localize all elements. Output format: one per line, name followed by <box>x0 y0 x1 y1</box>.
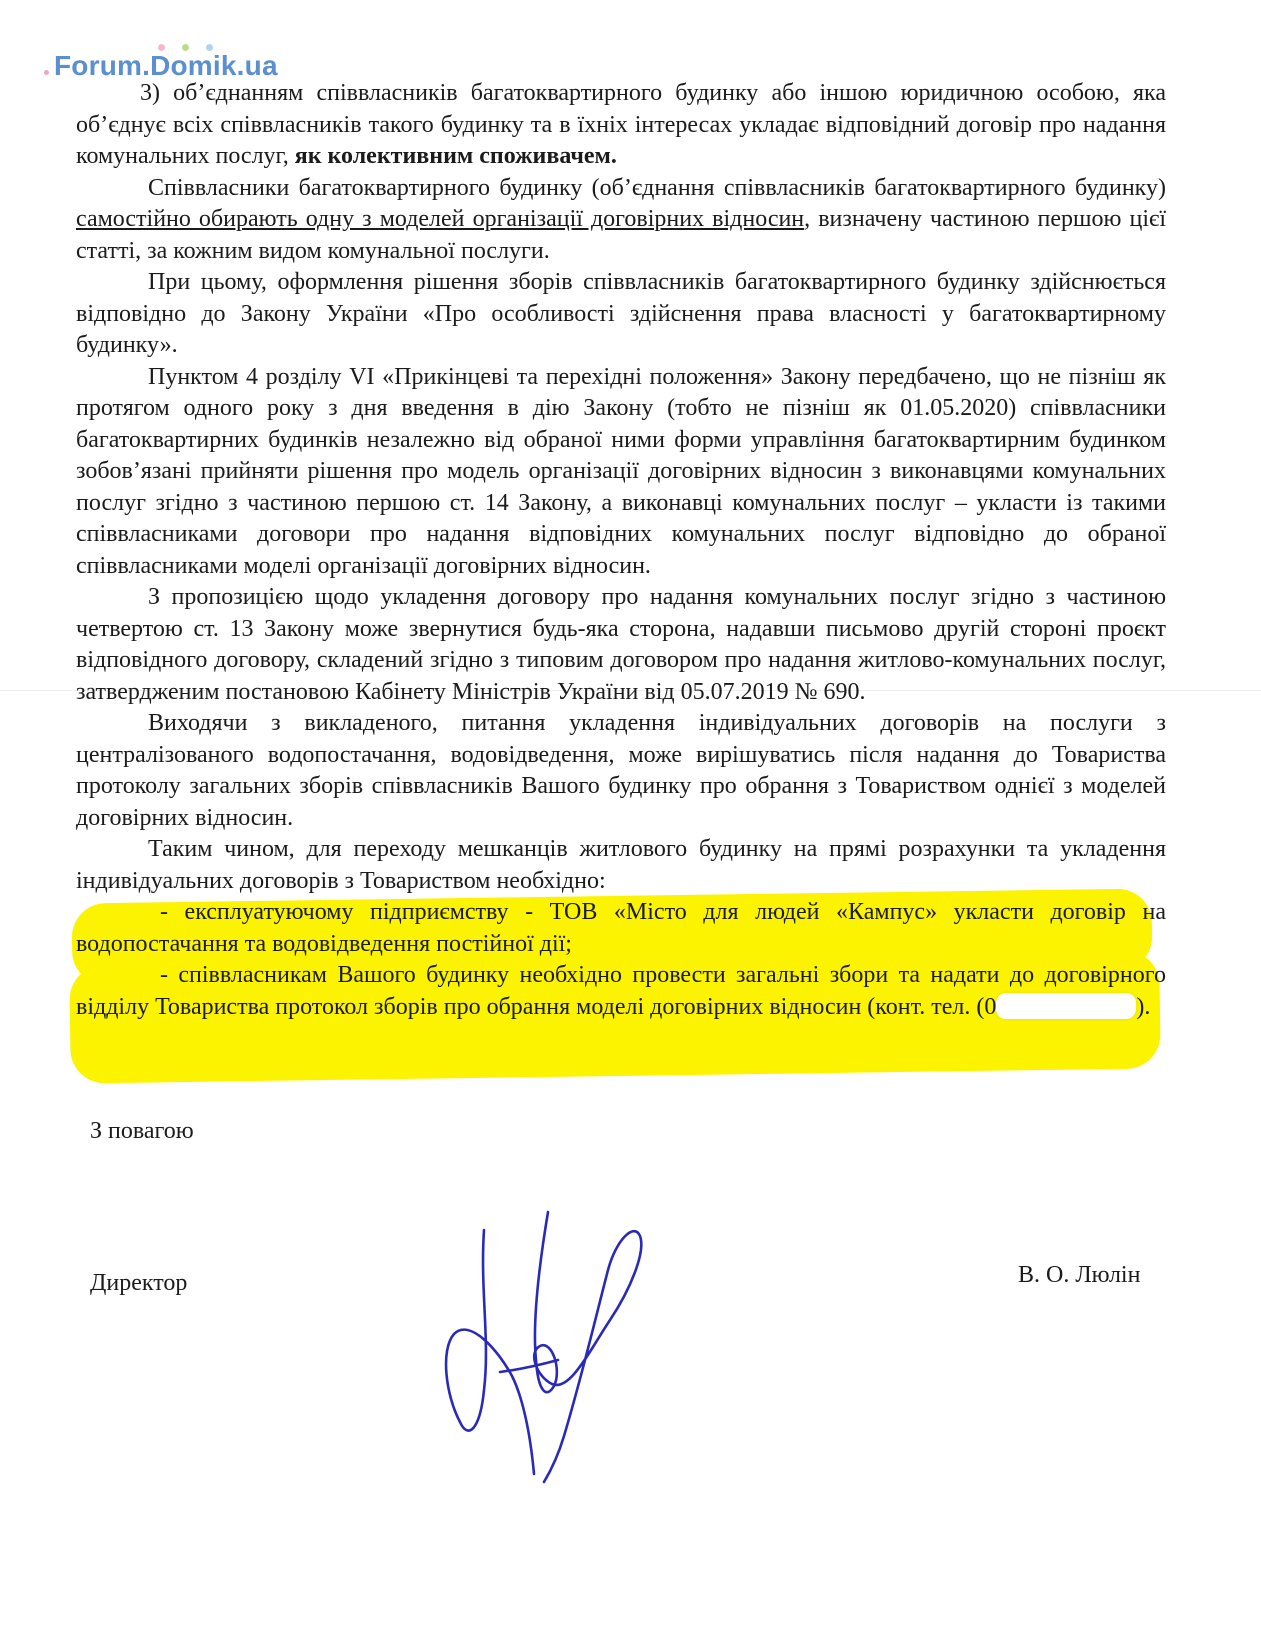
paragraph-9-text: - співвласникам Вашого будинку необхідно провести загальні збори та надати до договірного відділу Товариства протокол зборів про обрання моделі договірних відносин (конт. тел. (0 <box>76 962 1166 1020</box>
paragraph-2-underlined: самостійно обирають одну з моделей організації договірних відносин <box>76 206 805 232</box>
paragraph-8-highlighted: - експлуатуючому підприємству - ТОВ «Місто для людей «Кампус» укласти договір на водопостачання та водовідведення постійної дії; <box>76 899 1166 957</box>
paragraph-2-text-c: , визначену частиною першою цієї статті, за кожним видом комунальної послуги. <box>76 206 1167 264</box>
signatory-name: В. О. Люлін <box>1018 1262 1141 1288</box>
paragraph-2-text-a: Співвласники багатоквартирного будинку (об’єднання співвласників багатоквартирного будинку) <box>148 174 1166 201</box>
letter-body <box>76 78 1166 1023</box>
paragraph-6: Виходячи з викладеного, питання укладення індивідуальних договорів на послуги з централізованого водопостачання, водовідведення, може вирішуватись після надання до Товариства протоколу загальних зборів співвласників Вашого будинку про обрання з Товариством однієї з моделей договірних відносин. <box>76 710 1166 831</box>
closing-phrase: З повагою <box>90 1118 194 1144</box>
watermark-logo: Forum.Domik.ua <box>54 50 278 81</box>
paragraph-9-end: ). <box>1136 993 1151 1020</box>
paragraph-3: При цьому, оформлення рішення зборів співвласників багатоквартирного будинку здійснюється відповідно до Закону України «Про особливості здійснення права власності у багатоквартирному будинку». <box>76 269 1166 358</box>
redacted-phone <box>996 993 1136 1019</box>
paragraph-9-highlighted <box>76 960 1166 1023</box>
watermark-dot <box>44 70 49 75</box>
paragraph-1-bold: як колективним споживачем. <box>294 143 617 169</box>
handwritten-signature <box>440 1200 680 1500</box>
paragraph-2 <box>76 173 1166 268</box>
paragraph-7: Таким чином, для переходу мешканців житлового будинку на прямі розрахунки та укладення індивідуальних договорів з Товариством необхідно: <box>76 836 1166 894</box>
paragraph-1-text: 3) об’єднанням співвласників багатоквартирного будинку або іншою юридичною особою, яка об’єднує всіх співвласників такого будинку та в їхніх інтересах укладає відповідний договір про надання комунальних послуг, <box>76 80 1166 169</box>
signatory-title: Директор <box>90 1270 188 1296</box>
paragraph-1 <box>76 78 1166 173</box>
paragraph-4: Пунктом 4 розділу VI «Прикінцеві та перехідні положення» Закону передбачено, що не пізніш як протягом одного року з дня введення в дію Закону (тобто не пізніш як 01.05.2020) співвласники багатоквартирних будинків незалежно від обраної ними форми управління багатоквартирним будинком зобов’язані прийняти рішення про модель організації договірних відносин з виконавцями комунальних послуг згідно з частиною першою ст. 14 Закону, а виконавці комунальних послуг – укласти із такими співвласниками договори про надання відповідних комунальних послуг відповідно до обраної співвласниками моделі організації договірних відносин. <box>76 363 1166 579</box>
paragraph-5: З пропозицією щодо укладення договору про надання комунальних послуг згідно з частиною четвертою ст. 13 Закону може звернутися будь-яка сторона, надавши письмово другій стороні проєкт відповідного договору, складений згідно з типовим договором про надання житлово-комунальних послуг, затвердженим постановою Кабінету Міністрів України від 05.07.2019 № 690. <box>76 584 1166 705</box>
